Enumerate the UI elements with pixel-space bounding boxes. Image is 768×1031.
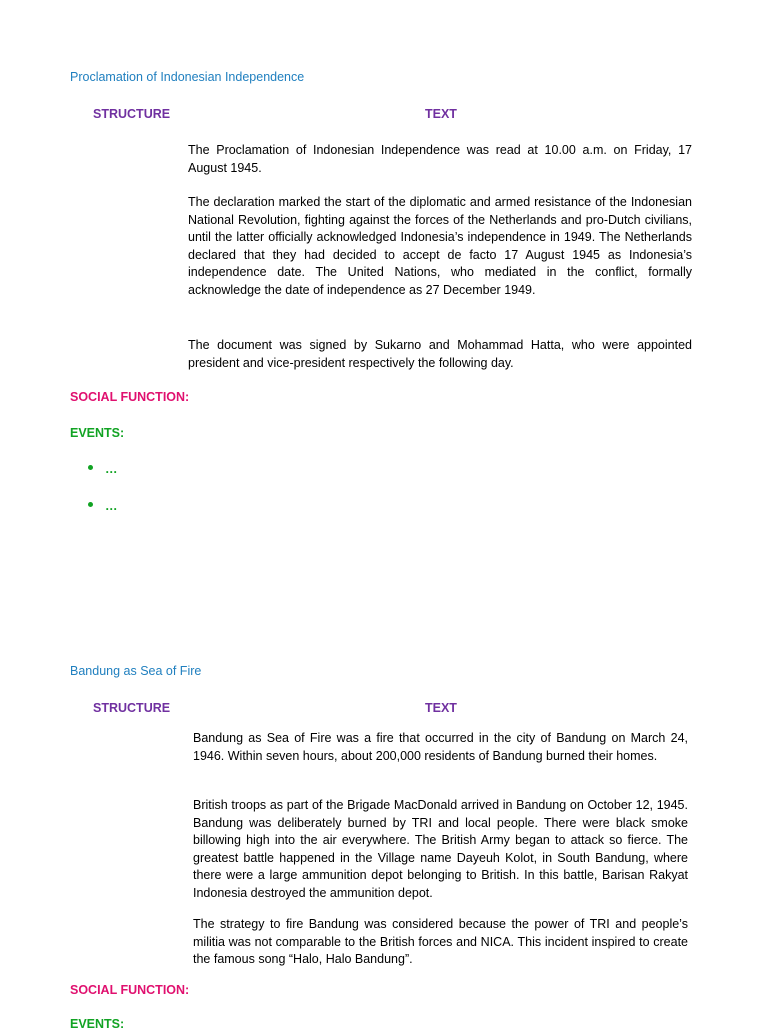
text-column-header: TEXT xyxy=(425,701,457,715)
event-bullet-item xyxy=(88,499,118,513)
social-function-label: SOCIAL FUNCTION: xyxy=(70,983,190,997)
paragraph-proclamation-1: The Proclamation of Indonesian Independence was read at 10.00 a.m. on Friday, 17 August 1945. xyxy=(188,143,692,175)
paragraph-bandung-2: British troops as part of the Brigade MacDonald arrived in Bandung on October 12, 1945. Bandung was deliberately burned by TRI and local people. There were black smoke billowing high into the air everywhere. The British Army began to attack so fierce. The greatest battle happened in the Village name Dayeuh Kolot, in South Bandung, where there were a large ammunition depot belonging to British. In this battle, Barisan Rakyat Indonesia destroyed the ammunition depot. xyxy=(193,798,688,900)
structure-column-header: STRUCTURE xyxy=(93,701,171,715)
event-text: … xyxy=(105,462,118,476)
section-title-proclamation: Proclamation of Indonesian Independence xyxy=(70,70,305,84)
paragraph-proclamation-3: The document was signed by Sukarno and Mohammad Hatta, who were appointed president and vice-president respectively the following day. xyxy=(188,338,692,370)
bullet-icon xyxy=(88,502,93,507)
events-label: EVENTS: xyxy=(70,1017,125,1031)
paragraph-proclamation-2: The declaration marked the start of the diplomatic and armed resistance of the Indonesian National Revolution, fighting against the forces of the Netherlands and pro-Dutch civilians, until the latter officially acknowledged Indonesia’s independence in 1949. The Netherlands declared that they had decided to accept de facto 17 August 1945 as Indonesia’s independence date. The United Nations, who mediated in the conflict, formally acknowledge the date of independence as 27 December 1949. xyxy=(188,195,692,297)
structure-column-header: STRUCTURE xyxy=(93,107,171,121)
bullet-icon xyxy=(88,465,93,470)
paragraph-bandung-3: The strategy to fire Bandung was considered because the power of TRI and people’s militia was not comparable to the British forces and NICA. This incident inspired to create the famous song “Halo, Halo Bandung”. xyxy=(193,917,688,967)
paragraph-bandung-1: Bandung as Sea of Fire was a fire that occurred in the city of Bandung on March 24, 1946. Within seven hours, about 200,000 residents of Bandung burned their homes. xyxy=(193,731,688,763)
social-function-label: SOCIAL FUNCTION: xyxy=(70,390,190,404)
events-label: EVENTS: xyxy=(70,426,125,440)
event-bullet-item xyxy=(88,462,118,476)
event-text: … xyxy=(105,499,118,513)
text-column-header: TEXT xyxy=(425,107,457,121)
section-title-bandung: Bandung as Sea of Fire xyxy=(70,664,202,678)
